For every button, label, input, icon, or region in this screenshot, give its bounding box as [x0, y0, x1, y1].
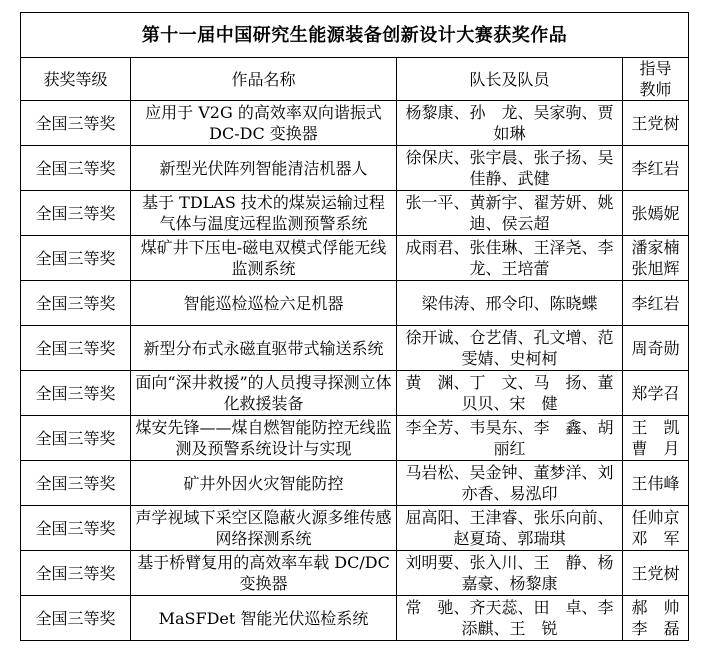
award-level-cell: 全国三等奖 [21, 596, 131, 641]
advisor-cell: 潘家楠 张旭辉 [623, 236, 689, 281]
advisor-cell: 李红岩 [623, 281, 689, 326]
table-row [21, 101, 689, 146]
header-level: 获奖等级 [21, 58, 131, 101]
table-row [21, 236, 689, 281]
award-level-cell: 全国三等奖 [21, 146, 131, 191]
advisor-cell: 郝 帅 李 磊 [623, 596, 689, 641]
work-name-cell: 智能巡检巡检六足机器 [131, 281, 397, 326]
table-row [21, 596, 689, 641]
work-name-cell: 基于 TDLAS 技术的煤炭运输过程气体与温度远程监测预警系统 [131, 191, 397, 236]
advisor-cell: 王伟峰 [623, 461, 689, 506]
work-name-cell: 新型光伏阵列智能清洁机器人 [131, 146, 397, 191]
work-name-cell: MaSFDet 智能光伏巡检系统 [131, 596, 397, 641]
table-row [21, 416, 689, 461]
team-members-cell: 梁伟涛、邢令印、陈晓蝶 [397, 281, 623, 326]
award-level-cell: 全国三等奖 [21, 326, 131, 371]
team-members-cell: 黄 渊、丁 文、马 扬、董贝贝、宋 健 [397, 371, 623, 416]
work-name-cell: 声学视域下采空区隐蔽火源多维传感网络探测系统 [131, 506, 397, 551]
advisor-cell: 任帅京 邓 军 [623, 506, 689, 551]
advisor-cell: 张嫣妮 [623, 191, 689, 236]
award-level-cell: 全国三等奖 [21, 416, 131, 461]
table-row [21, 281, 689, 326]
advisor-cell: 周奇勋 [623, 326, 689, 371]
advisor-cell: 王党树 [623, 551, 689, 596]
award-level-cell: 全国三等奖 [21, 461, 131, 506]
award-level-cell: 全国三等奖 [21, 236, 131, 281]
table-row [21, 146, 689, 191]
advisor-cell: 王 凯 曹 月 [623, 416, 689, 461]
team-members-cell: 徐开诚、仓艺倩、孔文增、范雯婧、史柯柯 [397, 326, 623, 371]
table-row [21, 506, 689, 551]
table-row [21, 371, 689, 416]
work-name-cell: 煤矿井下压电-磁电双模式俘能无线监测系统 [131, 236, 397, 281]
team-members-cell: 李全芳、韦昊东、李 鑫、胡丽红 [397, 416, 623, 461]
team-members-cell: 徐保庆、张宇晨、张子扬、吴佳静、武健 [397, 146, 623, 191]
awards-table [20, 12, 689, 641]
table-title: 第十一届中国研究生能源装备创新设计大赛获奖作品 [21, 13, 689, 58]
table-row [21, 191, 689, 236]
team-members-cell: 常 驰、齐天蕊、田 卓、李添麒、王 锐 [397, 596, 623, 641]
work-name-cell: 面向“深井救援”的人员搜寻探测立体化救援装备 [131, 371, 397, 416]
table-body [21, 101, 689, 641]
table-row [21, 326, 689, 371]
advisor-cell: 李红岩 [623, 146, 689, 191]
title-row [21, 13, 689, 58]
award-level-cell: 全国三等奖 [21, 506, 131, 551]
award-level-cell: 全国三等奖 [21, 371, 131, 416]
award-level-cell: 全国三等奖 [21, 281, 131, 326]
advisor-cell: 王党树 [623, 101, 689, 146]
header-advisor: 指导 教师 [623, 58, 689, 101]
award-level-cell: 全国三等奖 [21, 551, 131, 596]
team-members-cell: 张一平、黄新宇、翟芳妍、姚迪、侯云超 [397, 191, 623, 236]
work-name-cell: 基于桥臂复用的高效率车载 DC/DC 变换器 [131, 551, 397, 596]
table-row [21, 461, 689, 506]
team-members-cell: 屈高阳、王津睿、张乐向前、赵夏琦、郭瑞琪 [397, 506, 623, 551]
header-team: 队长及队员 [397, 58, 623, 101]
team-members-cell: 马岩松、吴金钟、董梦洋、刘亦香、易泓印 [397, 461, 623, 506]
work-name-cell: 煤安先锋——煤自燃智能防控无线监测及预警系统设计与实现 [131, 416, 397, 461]
header-work: 作品名称 [131, 58, 397, 101]
advisor-cell: 郑学召 [623, 371, 689, 416]
work-name-cell: 应用于 V2G 的高效率双向谐振式 DC-DC 变换器 [131, 101, 397, 146]
team-members-cell: 成雨君、张佳琳、王泽尧、李龙、王培蕾 [397, 236, 623, 281]
award-level-cell: 全国三等奖 [21, 101, 131, 146]
work-name-cell: 矿井外因火灾智能防控 [131, 461, 397, 506]
work-name-cell: 新型分布式永磁直驱带式输送系统 [131, 326, 397, 371]
header-row [21, 58, 689, 101]
award-level-cell: 全国三等奖 [21, 191, 131, 236]
table-row [21, 551, 689, 596]
team-members-cell: 刘明要、张入川、王 静、杨嘉豪、杨黎康 [397, 551, 623, 596]
team-members-cell: 杨黎康、孙 龙、吴家驹、贾如琳 [397, 101, 623, 146]
